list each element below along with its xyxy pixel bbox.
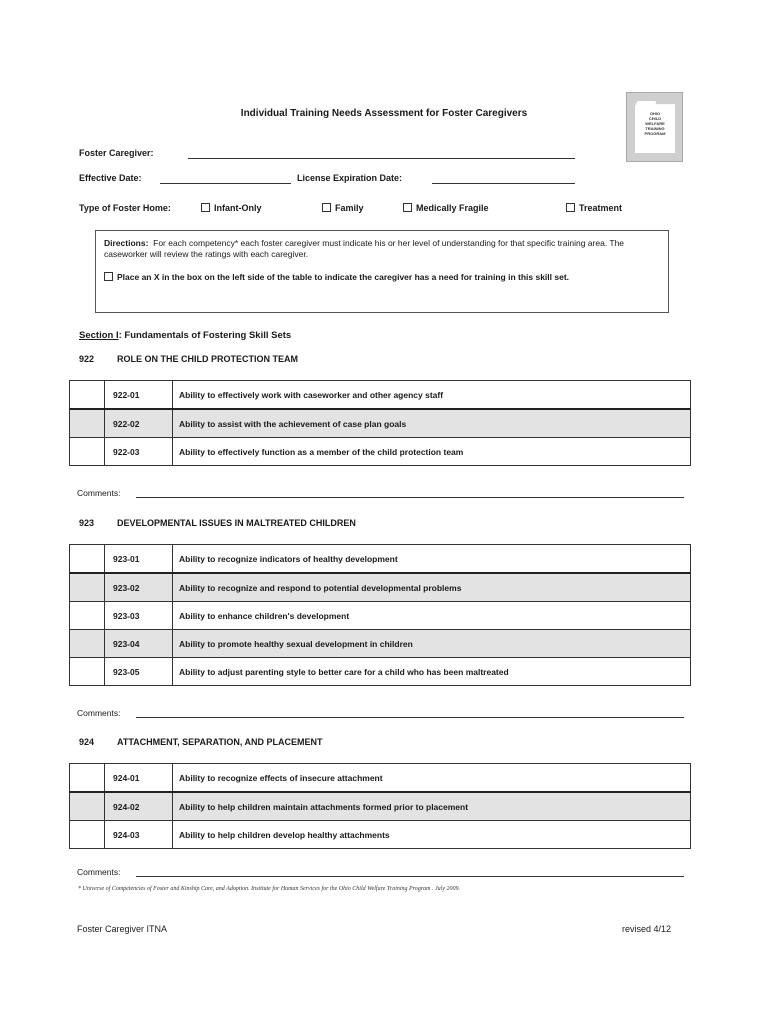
comments-label: Comments: [77,708,121,718]
home-type-infant-only[interactable]: Infant-Only [201,203,262,213]
table-row [70,821,691,849]
competency-text: Ability to help children maintain attachments formed prior to placement [173,792,691,821]
ohio-cwtp-logo [626,92,683,162]
table-row [70,381,691,410]
table-row [70,545,691,574]
footer-right: revised 4/12 [622,924,672,934]
checkbox-icon[interactable] [566,203,575,212]
competency-code: 923-04 [105,630,173,658]
table-row [70,438,691,466]
footer-left: Foster Caregiver ITNA [77,924,168,934]
checkbox-icon[interactable] [322,203,331,212]
competency-code: 923-02 [105,573,173,602]
competency-code: 924-03 [105,821,173,849]
competency-text: Ability to promote healthy sexual development in children [173,630,691,658]
competency-code: 923-03 [105,602,173,630]
competency-text: Ability to recognize indicators of healthy development [173,545,691,574]
need-checkbox[interactable] [70,438,105,466]
logo-text: OHIO CHILD WELFARE TRAINING PROGRAM [644,111,666,136]
competency-text: Ability to assist with the achievement of case plan goals [173,409,691,438]
section-heading: Section I: Fundamentals of Fostering Skill Sets [79,330,292,341]
effective-date-label: Effective Date: [79,173,142,183]
need-checkbox[interactable] [70,545,105,574]
need-checkbox[interactable] [70,658,105,686]
document-title: Individual Training Needs Assessment for Foster Caregivers [240,108,528,119]
license-expiration-field[interactable] [432,183,575,184]
need-checkbox[interactable] [70,573,105,602]
table-row [70,573,691,602]
effective-date-field[interactable] [160,183,291,184]
checkbox-icon [104,272,113,281]
foster-caregiver-label: Foster Caregiver: [79,148,154,158]
directions-instruction: Place an X in the box on the left side of the table to indicate the caregiver has a need for training in this skill set. [104,270,660,284]
need-checkbox[interactable] [70,792,105,821]
table-row [70,658,691,686]
group-heading-924: 924 ATTACHMENT, SEPARATION, AND PLACEMENT [79,737,323,747]
table-row [70,792,691,821]
need-checkbox[interactable] [70,764,105,793]
competency-code: 924-02 [105,792,173,821]
checkbox-icon[interactable] [201,203,210,212]
competency-text: Ability to adjust parenting style to better care for a child who has been maltreated [173,658,691,686]
comments-label: Comments: [77,867,121,877]
competency-code: 922-01 [105,381,173,410]
home-type-family[interactable]: Family [322,203,364,213]
group-heading-923: 923 DEVELOPMENTAL ISSUES IN MALTREATED CHILDREN [79,518,356,528]
home-type-medically-fragile[interactable]: Medically Fragile [403,203,489,213]
competency-text: Ability to effectively function as a member of the child protection team [173,438,691,466]
table-row [70,630,691,658]
checkbox-icon[interactable] [403,203,412,212]
comments-label: Comments: [77,488,121,498]
table-row [70,602,691,630]
directions-text: Directions: For each competency* each foster caregiver must indicate his or her level of understanding for that specific training area. The caseworker will review the ratings with each caregiver. [104,238,625,259]
comments-field-924[interactable] [136,876,684,877]
comments-field-922[interactable] [136,497,684,498]
competency-text: Ability to recognize and respond to potential developmental problems [173,573,691,602]
competency-text: Ability to enhance children's development [173,602,691,630]
competency-text: Ability to recognize effects of insecure attachment [173,764,691,793]
home-type-treatment[interactable]: Treatment [566,203,622,213]
competency-table-922 [69,380,691,466]
table-row [70,409,691,438]
table-row [70,764,691,793]
competency-text: Ability to help children develop healthy attachments [173,821,691,849]
need-checkbox[interactable] [70,381,105,410]
competency-code: 923-01 [105,545,173,574]
directions-box [95,230,669,313]
competency-code: 922-03 [105,438,173,466]
foster-caregiver-field[interactable] [188,158,575,159]
competency-text: Ability to effectively work with caseworker and other agency staff [173,381,691,410]
comments-field-923[interactable] [136,717,684,718]
competency-code: 924-01 [105,764,173,793]
need-checkbox[interactable] [70,630,105,658]
competency-code: 923-05 [105,658,173,686]
group-heading-922: 922 ROLE ON THE CHILD PROTECTION TEAM [79,354,298,364]
competency-code: 922-02 [105,409,173,438]
need-checkbox[interactable] [70,409,105,438]
license-expiration-label: License Expiration Date: [297,173,403,183]
competency-table-924 [69,763,691,849]
home-type-label: Type of Foster Home: [79,203,171,213]
footnote: * Universe of Competencies of Foster and Kinship Care, and Adoption. Institute for Human Services for the Ohio Child Welfare Training Program . July 2009. [78,886,460,892]
need-checkbox[interactable] [70,821,105,849]
need-checkbox[interactable] [70,602,105,630]
competency-table-923 [69,544,691,686]
